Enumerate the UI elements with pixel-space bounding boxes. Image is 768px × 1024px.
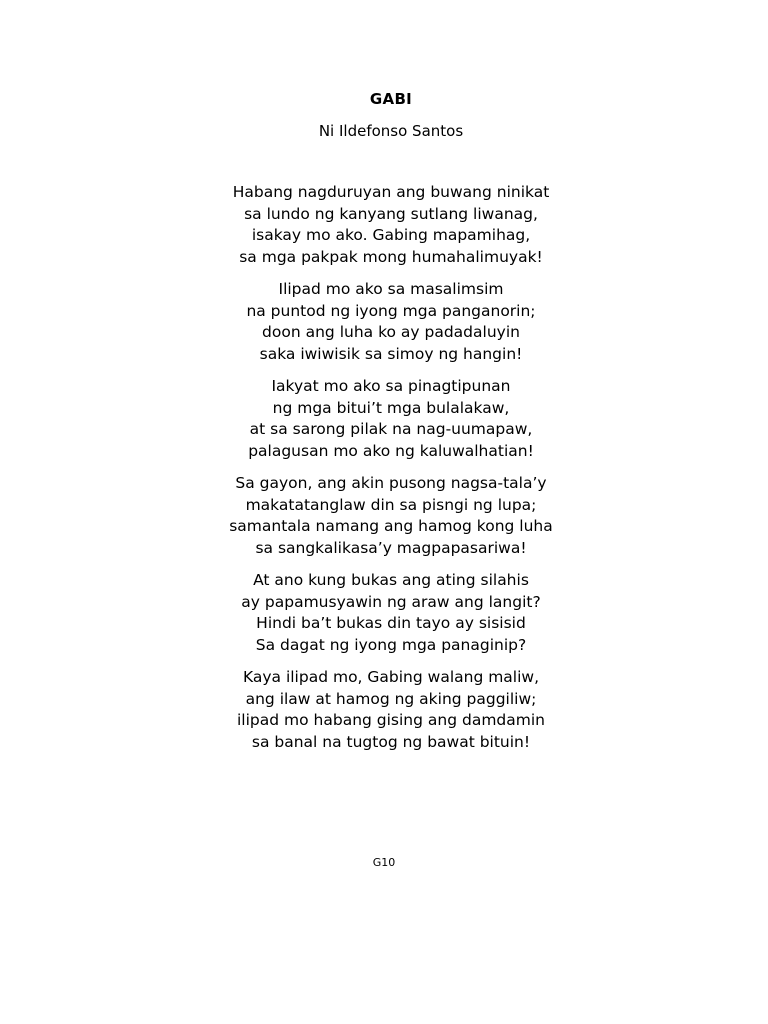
poem-line: sa sangkalikasa’y magpapasariwa! [255,538,527,557]
poem-line: samantala namang ang hamog kong luha [229,517,553,535]
poem-line: sa lundo ng kanyang sutlang liwanag, [244,204,538,223]
poem-line: Sa gayon, ang akin pusong nagsa-tala’y [235,474,547,492]
stanza [0,182,768,268]
poem-author: Ni Ildefonso Santos [318,122,464,140]
poem-line: sa banal na tugtog ng bawat bituin! [251,732,531,751]
poem-line: doon ang luha ko ay padadaluyin [262,323,520,341]
poem-line: ilipad mo habang gising ang damdamin [237,711,545,729]
stanza [0,667,768,753]
poem-line: sa mga pakpak mong humahalimuyak! [239,247,543,266]
poem-body [0,182,768,764]
poem-line: isakay mo ako. Gabing mapamihag, [251,226,531,244]
poem-line: ang ilaw at hamog ng aking paggiliw; [245,689,537,708]
poem-line: ay papamusyawin ng araw ang langit? [241,592,541,611]
page-number: G10 [372,856,396,869]
poem-line: Iakyat mo ako sa pinagtipunan [271,377,511,395]
poem-line: Hindi ba’t bukas din tayo ay sisisid [256,614,526,632]
poem-line: At ano kung bukas ang ating silahis [253,571,529,589]
stanza [0,570,768,656]
poem-line: saka iwiwisik sa simoy ng hangin! [259,344,523,363]
poem-line: ng mga bitui’t mga bulalakaw, [272,398,510,417]
poem-line: Habang nagduruyan ang buwang ninikat [232,183,550,201]
poem-line: Kaya ilipad mo, Gabing walang maliw, [242,668,540,686]
poem-line: Ilipad mo ako sa masalimsim [278,280,504,298]
poem-title: GABI [369,90,413,108]
poem-line: at sa sarong pilak na nag-uumapaw, [249,420,533,438]
poem-line: makatatanglaw din sa pisngi ng lupa; [245,495,537,514]
stanza [0,473,768,559]
poem-line: palagusan mo ako ng kaluwalhatian! [248,441,534,460]
poem-line: Sa dagat ng iyong mga panaginip? [255,635,527,654]
poem-line: na puntod ng iyong mga panganorin; [246,301,536,320]
stanza [0,279,768,365]
stanza [0,376,768,462]
